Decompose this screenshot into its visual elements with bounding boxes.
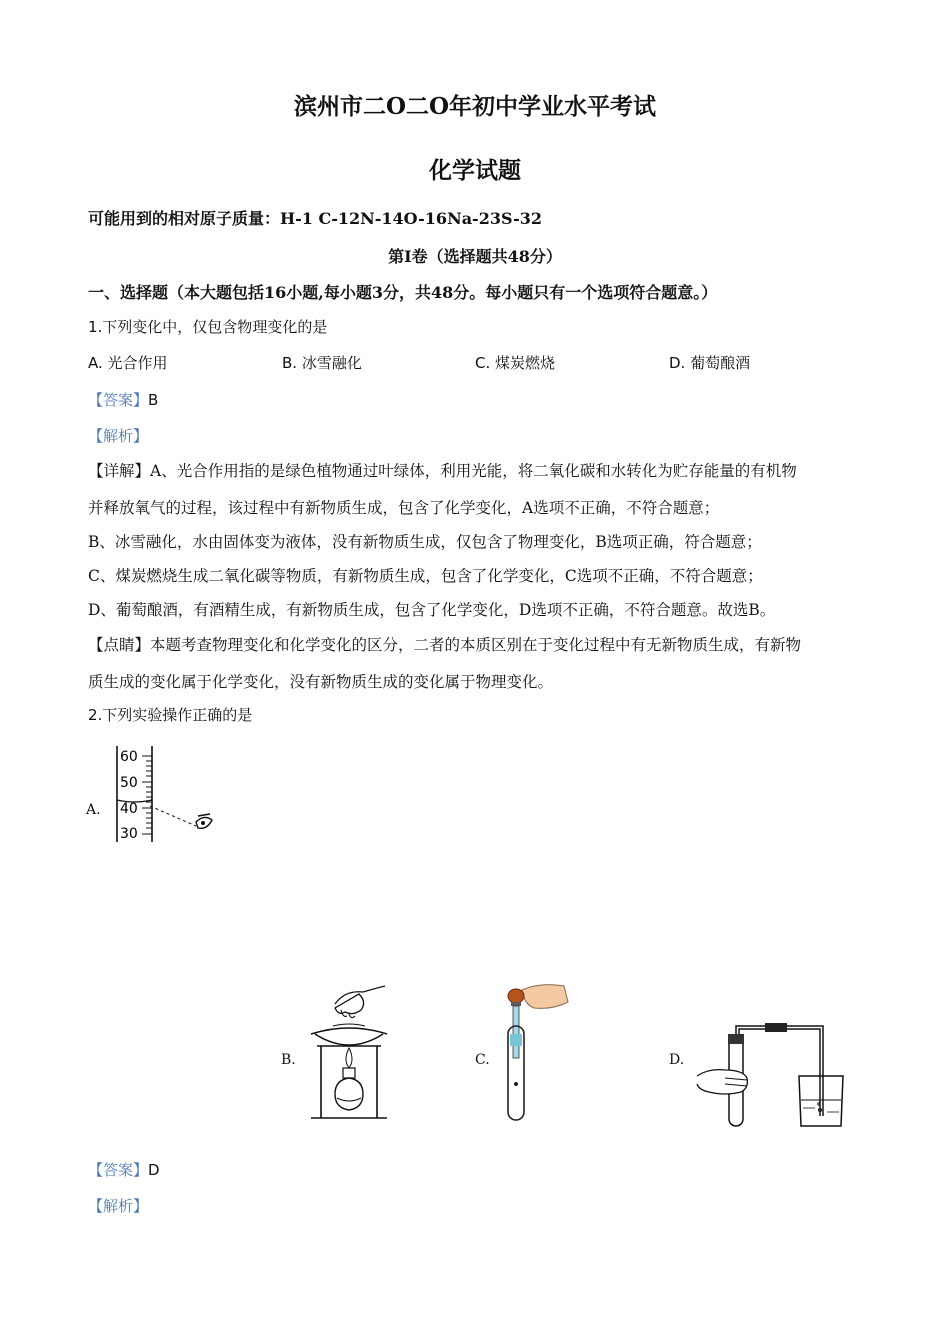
q2-answer-line (88, 1159, 160, 1180)
dropper-figure (500, 980, 570, 1122)
section-heading: 一、选择题（本大题包括16小题,每小题3分，共48分。每小题只有一个选项符合题意。） (88, 283, 718, 302)
q1-detail-line: 【详解】A、光合作用指的是绿色植物通过叶绿体，利用光能，将二氧化碳和水转化为贮存能量的有机物 (88, 462, 797, 480)
exam-title: 滨州市二O二O年初中学业水平考试 (293, 93, 657, 120)
volume-label: 第I卷（选择题共48分） (388, 247, 562, 266)
airtightness-check-figure (695, 1020, 845, 1130)
atomic-mass-line: 可能用到的相对原子质量：H-1 C-12N-14O-16Na-23S-32 (88, 209, 543, 228)
q2-option-c-label: C. (475, 1052, 490, 1068)
exam-subtitle: 化学试题 (429, 157, 521, 184)
q1-answer: B (148, 391, 159, 409)
cylinder-tick-label: 50 (120, 775, 138, 791)
answer-tag: 【答案】 (88, 1161, 149, 1179)
q1-point-line: 质生成的变化属于化学变化，没有新物质生成的变化属于物理变化。 (88, 673, 554, 691)
q2-analysis-tag: 【解析】 (88, 1197, 149, 1215)
q1-detail-line: D、葡萄酿酒，有酒精生成，有新物质生成，包含了化学变化，D选项不正确，不符合题意。故选B。 (88, 601, 776, 619)
hand-icon (522, 985, 568, 1009)
graduated-cylinder-figure (112, 744, 222, 844)
q2-option-a-label: A. (86, 802, 101, 818)
cylinder-tick-label: 40 (120, 801, 138, 817)
q1-option-b: B. 冰雪融化 (282, 354, 362, 372)
q2-stem: 2.下列实验操作正确的是 (88, 706, 253, 724)
cylinder-tick-label: 30 (120, 826, 138, 842)
q1-detail-line: C、煤炭燃烧生成二氧化碳等物质，有新物质生成，包含了化学变化，C选项不正确，不符合题意； (88, 567, 763, 585)
evaporation-figure (305, 982, 393, 1122)
q2-answer: D (148, 1161, 160, 1179)
hand-icon (697, 1070, 747, 1094)
hand-icon (335, 986, 385, 1018)
q1-point-line: 【点睛】本题考查物理变化和化学变化的区分，二者的本质区别在于变化过程中有无新物质生成，有新物 (88, 636, 802, 654)
q1-detail-line: B、冰雪融化，水由固体变为液体，没有新物质生成，仅包含了物理变化，B选项正确，符合题意； (88, 533, 762, 551)
q1-detail-line: 并释放氧气的过程，该过程中有新物质生成，包含了化学变化，A选项不正确，不符合题意； (88, 499, 720, 517)
eye-icon (196, 814, 212, 828)
q1-stem: 1.下列变化中，仅包含物理变化的是 (88, 318, 328, 336)
answer-tag: 【答案】 (88, 391, 149, 409)
q1-option-c: C. 煤炭燃烧 (475, 354, 556, 372)
q2-option-b-label: B. (281, 1052, 296, 1068)
q1-option-a: A. 光合作用 (88, 354, 168, 372)
q1-option-d: D. 葡萄酿酒 (669, 354, 751, 372)
q2-option-d-label: D. (669, 1052, 685, 1068)
q1-analysis-tag: 【解析】 (88, 427, 149, 445)
cylinder-tick-label: 60 (120, 749, 138, 765)
q1-answer-line (88, 389, 158, 410)
